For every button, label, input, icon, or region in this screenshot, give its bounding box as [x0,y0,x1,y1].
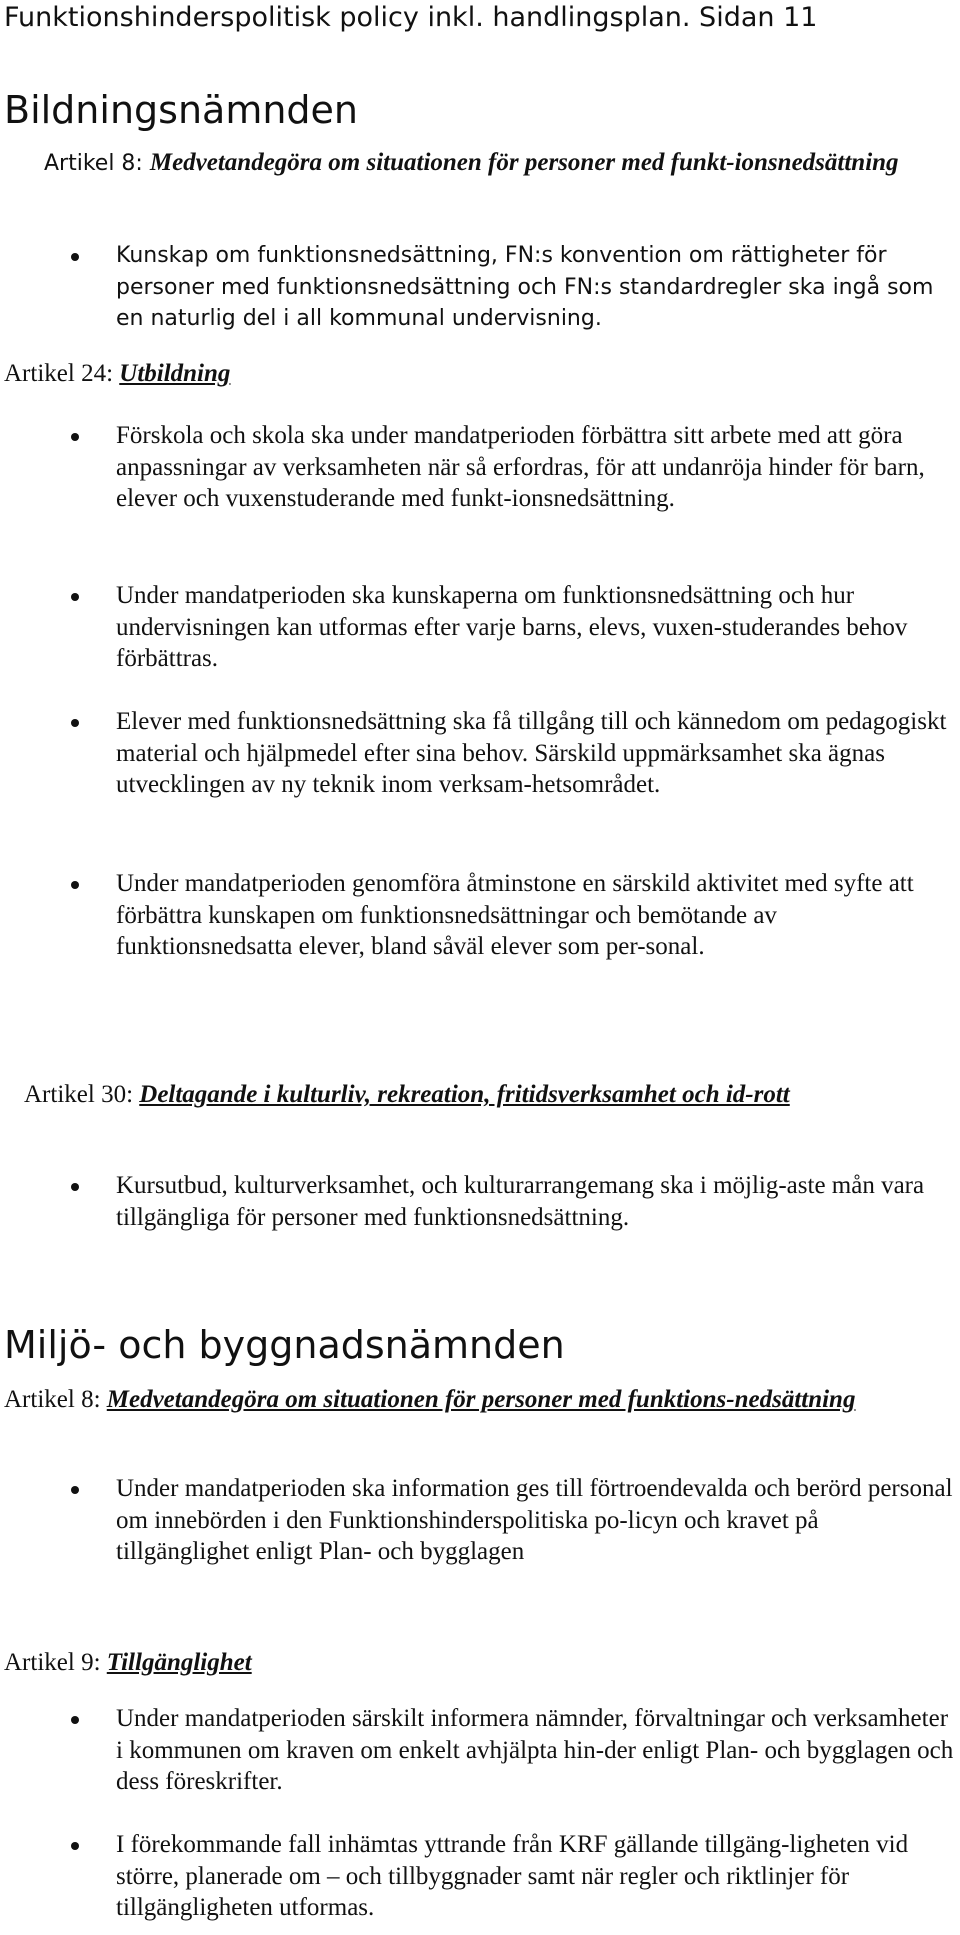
bullet-icon [71,719,79,727]
article-title: Utbildning [119,360,231,387]
list-item [116,1829,954,1924]
bullet-icon [71,253,79,261]
section-heading-miljo-och-byggnadsnamnden: Miljö- och byggnadsnämnden [4,1323,565,1367]
article-9-heading [4,1644,954,1682]
article-prefix: Artikel 8: [4,1386,107,1413]
bullet-icon [71,433,79,441]
bullet-icon [71,1842,79,1850]
article-title: Medvetandegöra om situationen för personer med funktions-nedsättning [106,1386,856,1413]
bullet-icon [71,1486,79,1494]
bullet-icon [71,1716,79,1724]
list-item [116,1703,954,1798]
list-item [116,1170,954,1233]
list-item [116,868,954,963]
list-item-text: Under mandatperioden ska information ges till förtroendevalda och berörd personal om innebörden i den Funktionshinderspolitiska po-licyn och kravet på tillgänglighet enligt Plan- och bygglagen [116,1475,953,1565]
list-item-text: Under mandatperioden genomföra åtminstone en särskild aktivitet med syfte att förbättra kunskapen om funktionsnedsättningar och bemötande av funktionsnedsatta elever, bland såväl elever som per-sonal. [116,870,914,960]
article-8-heading [4,1381,954,1419]
page-header: Funktionshinderspolitisk policy inkl. handlingsplan. Sidan 11 [4,2,818,33]
list-item-text: I förekommande fall inhämtas yttrande från KRF gällande tillgäng-ligheten vid större, planerade om – och tillbyggnader samt när regler och riktlinjer för tillgängligheten utformas. [116,1831,909,1921]
list-item-text: Kunskap om funktionsnedsättning, FN:s konvention om rättigheter för personer med funktionsnedsättning och FN:s standardregler ska ingå som en naturlig del i all kommunal undervisning. [116,243,934,331]
bullet-icon [71,1183,79,1191]
article-title: Medvetandegöra om situationen för personer med funkt-ionsnedsättning [149,149,899,176]
article-prefix: Artikel 8: [44,151,150,176]
list-item-text: Kursutbud, kulturverksamhet, och kulturarrangemang ska i möjlig-aste mån vara tillgängliga för personer med funktionsnedsättning. [116,1172,925,1231]
bullet-icon [71,593,79,601]
article-title: Deltagande i kulturliv, rekreation, fritidsverksamhet och id-rott [139,1081,790,1108]
section-heading-bildningsnamnden: Bildningsnämnden [4,88,359,132]
article-prefix: Artikel 30: [24,1081,140,1108]
list-item-text: Elever med funktionsnedsättning ska få tillgång till och kännedom om pedagogiskt material och hjälpmedel efter sina behov. Särskild uppmärksamhet ska ägnas utvecklingen av ny teknik inom verksam-hetsområdet. [116,708,947,798]
article-title: Tillgänglighet [106,1649,252,1676]
list-item [116,580,954,675]
article-prefix: Artikel 9: [4,1649,107,1676]
article-prefix: Artikel 24: [4,360,120,387]
list-item-text: Förskola och skola ska under mandatperioden förbättra sitt arbete med att göra anpassningar av verksamheten när så erfordras, för att undanröja hinder för barn, elever och vuxenstuderande med funkt-ionsnedsättning. [116,422,925,512]
list-item-text: Under mandatperioden ska kunskaperna om funktionsnedsättning och hur undervisningen kan utformas efter varje barns, elevs, vuxen-studerandes behov förbättras. [116,582,908,672]
list-item [116,240,954,335]
list-item [116,420,954,515]
list-item [116,1473,954,1568]
list-item-text: Under mandatperioden särskilt informera nämnder, förvaltningar och verksamheter i kommunen om kraven om enkelt avhjälpta hin-der enligt Plan- och bygglagen och dess föreskrifter. [116,1705,954,1795]
article-8-heading [44,144,949,183]
list-item [116,706,954,801]
article-30-heading [24,1076,949,1114]
bullet-icon [71,881,79,889]
article-24-heading [4,355,954,393]
